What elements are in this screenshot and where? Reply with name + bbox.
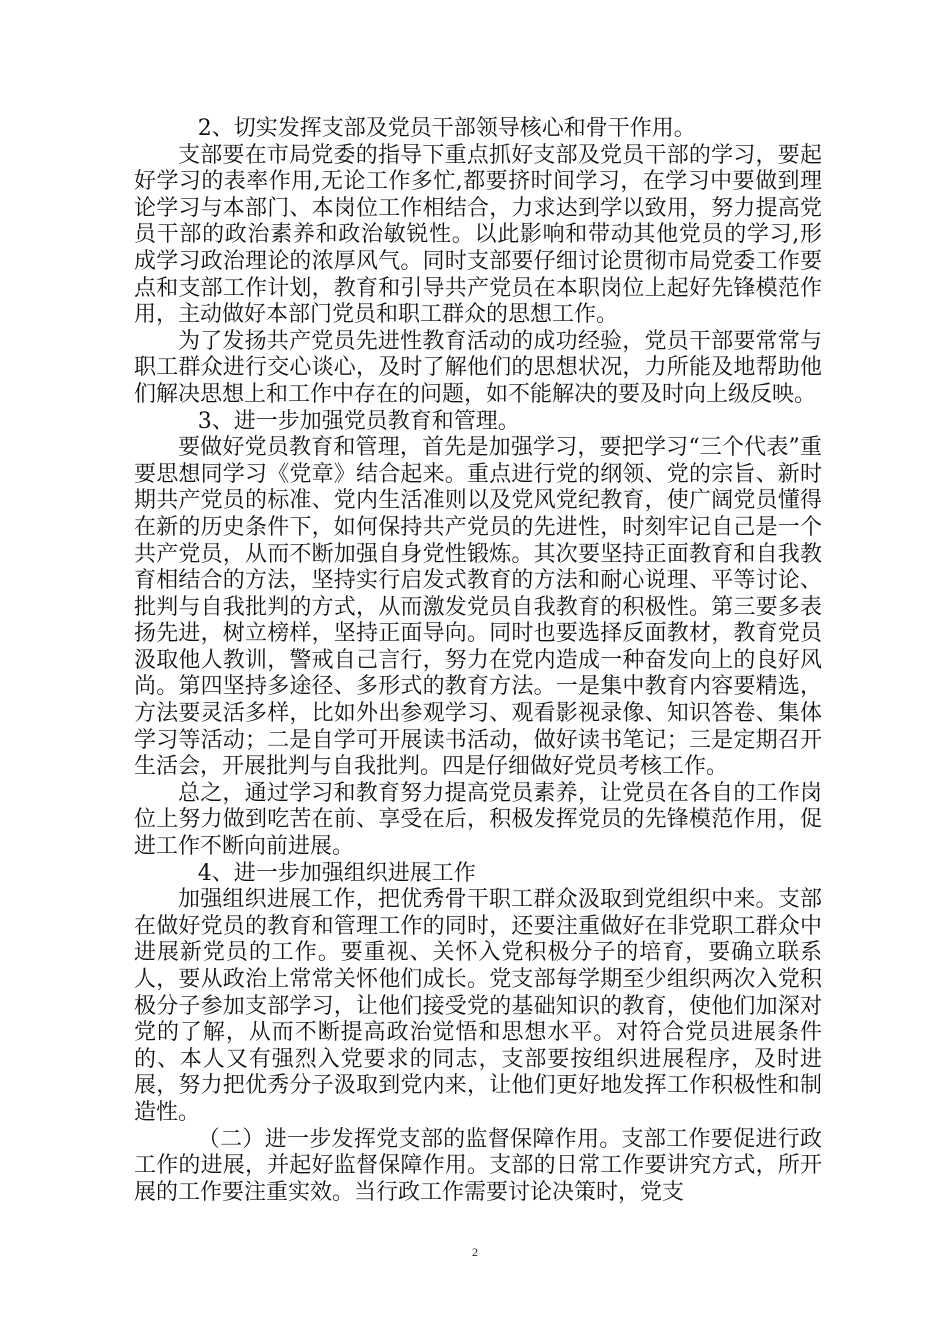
section-heading-er: （二）进一步发挥党支部的监督保障作用。支部工作要促进行政工作的进展，并起好监督保障作用。支部的日常工作要讲究方式，所开展的工作要注重实效。当行政工作需要讨论决策时，党支 — [134, 1126, 822, 1205]
paragraph: 支部要在市局党委的指导下重点抓好支部及党员干部的学习，要起好学习的表率作用,无论工作多忙,都要挤时间学习，在学习中要做到理论学习与本部门、本岗位工作相结合，力求达到学以致用，努力提高党员干部的政治素养和政治敏锐性。以此影响和带动其他党员的学习,形成学习政治理论的浓厚风气。同时支部要仔细讨论贯彻市局党委工作要点和支部工作计划，教育和引导共产党员在本职岗位上起好先锋模范作用，主动做好本部门党员和职工群众的思想工作。 — [134, 142, 822, 328]
page-number: 2 — [472, 1245, 478, 1259]
paragraph: 加强组织进展工作，把优秀骨干职工群众汲取到党组织中来。支部在做好党员的教育和管理工作的同时，还要注重做好在非党职工群众中进展新党员的工作。要重视、关怀入党积极分子的培育，要确立联系人，要从政治上常常关怀他们成长。党支部每学期至少组织两次入党积极分子参加支部学习，让他们接受党的基础知识的教育，使他们加深对党的了解，从而不断提高政治觉悟和思想水平。对符合党员进展条件的、本人又有强烈入党要求的同志，支部要按组织进展程序，及时进展，努力把优秀分子汲取到党内来，让他们更好地发挥工作积极性和制造性。 — [134, 887, 822, 1125]
section-heading-2: 2、切实发挥支部及党员干部领导核心和骨干作用。 — [197, 116, 696, 141]
document-body — [134, 116, 822, 1206]
paragraph: 为了发扬共产党员先进性教育活动的成功经验，党员干部要常常与职工群众进行交心谈心，及时了解他们的思想状况，力所能及地帮助他们解决思想上和工作中存在的问题，如不能解决的要及时向上级反映。 — [134, 328, 822, 407]
section-heading-3: 3、进一步加强党员教育和管理。 — [197, 408, 520, 434]
section-heading-4: 4、进一步加强组织进展工作 — [197, 860, 476, 886]
paragraph: 总之，通过学习和教育努力提高党员素养，让党员在各自的工作岗位上努力做到吃苦在前、享受在后，积极发挥党员的先锋模范作用，促进工作不断向前进展。 — [134, 780, 822, 860]
paragraph: 要做好党员教育和管理，首先是加强学习，要把学习“三个代表”重要思想同学习《党章》结合起来。重点进行党的纲领、党的宗旨、新时期共产党员的标准、党内生活准则以及党风党纪教育，使广阔党员懂得在新的历史条件下，如何保持共产党员的先进性，时刻牢记自己是一个共产党员，从而不断加强自身党性锻炼。其次要坚持正面教育和自我教育相结合的方法，坚持实行启发式教育的方法和耐心说理、平等讨论、批判与自我批判的方式，从而激发党员自我教育的积极性。第三要多表扬先进，树立榜样，坚持正面导向。同时也要选择反面教材，教育党员汲取他人教训，警戒自己言行，努力在党内造成一种奋发向上的良好风尚。第四坚持多途径、多形式的教育方法。一是集中教育内容要精选，方法要灵活多样，比如外出参观学习、观看影视录像、知识答卷、集体学习等活动；二是自学可开展读书活动，做好读书笔记；三是定期召开生活会，开展批判与自我批判。四是仔细做好党员考核工作。 — [134, 435, 822, 780]
